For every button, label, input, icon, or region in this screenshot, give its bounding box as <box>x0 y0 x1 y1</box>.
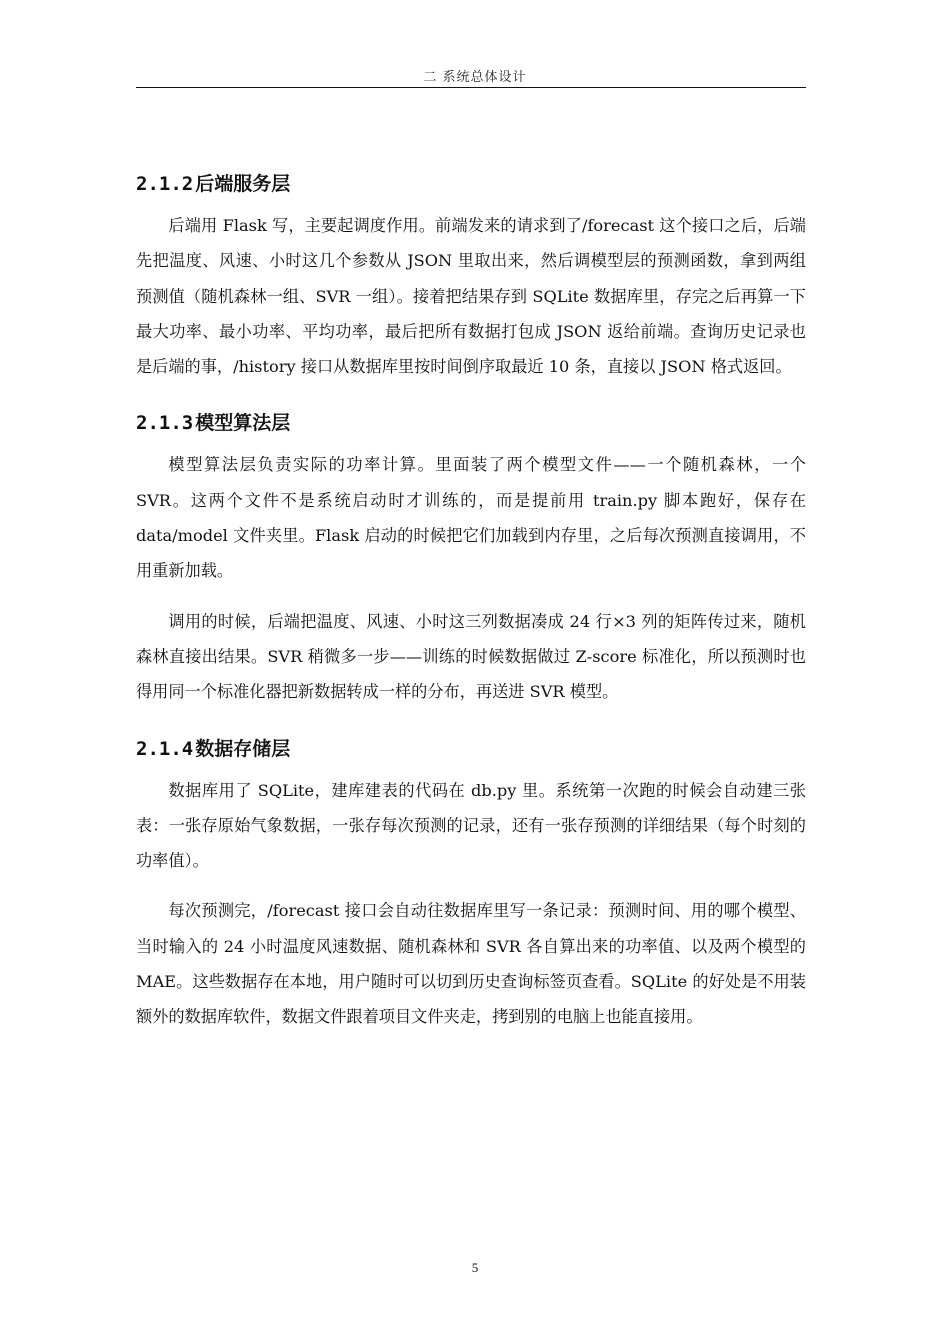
section-title: 模型算法层 <box>195 412 291 435</box>
section-title: 后端服务层 <box>195 173 291 195</box>
section-title: 数据存储层 <box>195 737 291 760</box>
section-number: 2.1.4 <box>136 737 194 760</box>
document-body <box>136 160 806 1050</box>
paragraph: 每次预测完，/forecast 接口会自动往数据库里写一条记录：预测时间、用的哪个模型、当时输入的 24 小时温度风速数据、随机森林和 SVR 各自算出来的功率值、以及两个模型的 MAE。这些数据存在本地，用户随时可以切到历史查询标签页查看。SQLite 的好处是不用装额外的数据库软件，数据文件跟着项目文件夹走，拷到别的电脑上也能直接用。 <box>136 901 806 1027</box>
section-model-algorithm <box>136 399 806 709</box>
section-heading <box>136 160 806 208</box>
section-heading <box>136 725 806 773</box>
header-title: 二 系统总体设计 <box>423 70 527 85</box>
header-divider <box>136 87 806 88</box>
paragraph: 数据库用了 SQLite，建库建表的代码在 db.py 里。系统第一次跑的时候会自动建三张表：一张存原始气象数据，一张存每次预测的记录，还有一张存预测的详细结果（每个时刻的功率值）。 <box>136 780 806 871</box>
section-number: 2.1.2 <box>136 173 194 195</box>
section-data-storage <box>136 725 806 1035</box>
page-number: 5 <box>471 1260 479 1275</box>
section-number: 2.1.3 <box>136 412 194 435</box>
paragraph: 后端用 Flask 写，主要起调度作用。前端发来的请求到了/forecast 这个接口之后，后端先把温度、风速、小时这几个参数从 JSON 里取出来，然后调模型层的预测函数，拿到两组预测值（随机森林一组、SVR 一组）。接着把结果存到 SQLite 数据库里，存完之后再算一下最大功率、最小功率、平均功率，最后把所有数据打包成 JSON 返给前端。查询历史记录也是后端的事，/history 接口从数据库里按时间倒序取最近 10 条，直接以 JSON 格式返回。 <box>136 216 806 377</box>
paragraph: 调用的时候，后端把温度、风速、小时这三列数据凑成 24 行×3 列的矩阵传过来，随机森林直接出结果。SVR 稍微多一步——训练的时候数据做过 Z-score 标准化，所以预测时也得用同一个标准化器把新数据转成一样的分布，再送进 SVR 模型。 <box>136 611 806 702</box>
section-heading <box>136 399 806 447</box>
paragraph: 模型算法层负责实际的功率计算。里面装了两个模型文件——一个随机森林，一个 SVR。这两个文件不是系统启动时才训练的，而是提前用 train.py 脚本跑好，保存在 data/model 文件夹里。Flask 启动的时候把它们加载到内存里，之后每次预测直接调用，不用重新加载。 <box>136 455 806 581</box>
section-backend-service <box>136 160 806 384</box>
